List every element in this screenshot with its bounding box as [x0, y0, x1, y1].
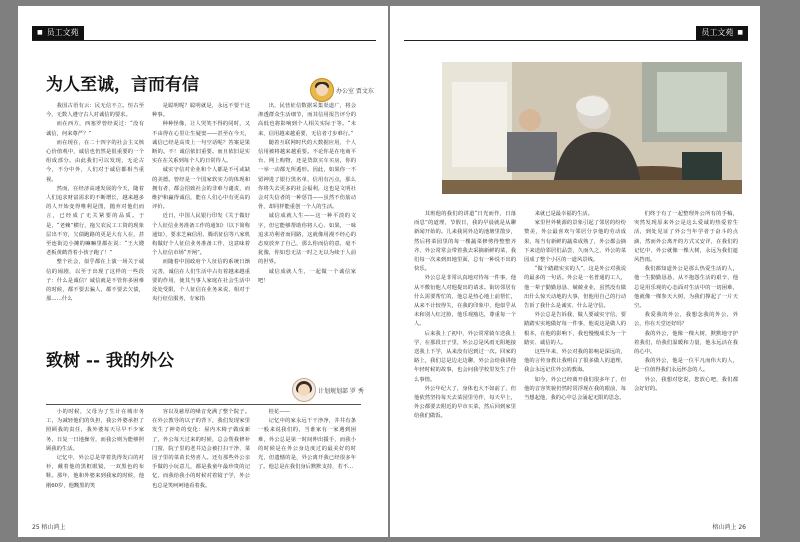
right-page	[390, 6, 760, 537]
book-icon: ■	[37, 29, 43, 36]
paragraph: 后来我上了初中，外公常常骑车送我上学，在那段日子里，外公总是风雨无阻地接送我上下学，从来没有迟到过一次。回家的路上，我们总是边走边聊，外公会给我讲他年轻时候的故事，也会问我学校里发生了什么事情。	[414, 330, 516, 383]
paragraph: 我国古语有云：民无信不立。恒古至今，无数人遵守古人对诚信的要求。	[46, 103, 144, 119]
section-label: 员工文苑	[701, 28, 734, 37]
left-page	[18, 6, 388, 537]
paragraph: 种种怪像，让人哭笑不得的同时，又不由得在心里让生疑窦——甚至在今天，诚信已经是高贵上一句空话呢？答案是果断的。不！诚信依旧重要。而且依旧是实实在在关系到每个人的日常待人。	[152, 121, 250, 165]
article-column-3	[634, 210, 738, 520]
article-column-2	[524, 210, 626, 520]
article-column-1	[46, 102, 144, 303]
paragraph: 诚实守信对企业和个人都是不可或缺的美德。曾经是一个国家软实力的体现和拥有者，都会招致社会的非难与谴责，而维护和赢得诚信，能在人们心中有更高的评价。	[152, 167, 250, 211]
author-avatar	[310, 78, 334, 102]
section-header-bar	[32, 26, 376, 41]
author-byline: 计划规划部 罗 秀	[318, 388, 364, 395]
paragraph: 诚信成就人生——这一种平淡的文字，但它能够帮助你将人心、如果，一味追求功利者而同路，这就像用漫不经心的态度放弃了自己，那么你而信的意，毫不犹豫，你如恐无法一时之无以为续于人前的世界。	[258, 213, 356, 266]
paragraph: 我的外公，他像一棵大树，默默地守护着我们，给我们温暖和力量，他永远活在我的心中。	[634, 330, 738, 356]
article-column-1	[46, 408, 144, 518]
paragraph: 这些年来，外公对我的影响是深远的，他的言传身教让我明白了很多做人的道理，我会永远记住外公的教诲。	[524, 349, 626, 374]
paragraph: 容以及慈厚的嗓音充满了整个院子。在外公教导的以子的背下，我们发现家里发生了神奇的变化：屋内木椅子做成新了，外公每天过来的时候，总会帮我修补门窗，院子里的老井边会被打扫干净，菜园子里的菜苗长势喜人。还有那些外公亲手做的小玩意儿，都是我童年最珍贵的记忆，而我给我小的时候对着镜子学，外公也总是笑呵呵地看着我。	[152, 409, 250, 489]
paragraph: 然而，在经济高速发展的今天，随着人们追求财富需求的不断增长，越来越多的人开始变得唯利是图，抛弃对他们而言，已经成了无关紧要的品质。于是，“老赖”横行，拖欠农民工工资的现象层出不穷，欠债跑路的更是大有人在，甚至连街边小摊的嘛嘛里都在说：“王大嫂老板黄鹤背着小孩子跑了！”	[46, 185, 144, 257]
paragraph: 外公总是非常认真地对待每一件事，他从不敷衍他人对他提出的请求。街坊邻居有什么需要帮忙的，他总是热心地上前帮忙，从来不计较得失，在我的印象中，他似乎从未和别人红过脸，他乐观豁达，尊重每一个人。	[414, 275, 516, 328]
paragraph: 是聪明呢？聪明就是，永远不要干这种事。	[152, 103, 250, 119]
article-column-2	[152, 408, 250, 518]
book-icon: ■	[737, 29, 743, 36]
paragraph: 整个社会，似乎都在上演一场关于诚信的闹剧，以至于出现了这样的一些段子：什么是诚信？诚信就是不管你多困难的时候，都不要去骗人，都不要去欠债，那……什么	[46, 259, 144, 303]
paragraph: 我们都知道外公是那么热爱生活的人，他一生勤勤恳恳，从不抱怨生活的艰辛，他总是用乐观的心态面对生活中的一切困难，他就像一棵参天大树，为我们撑起了一片天空。	[634, 266, 738, 310]
paragraph: 我的外公，他是一位平凡而伟大的人，是一位值得我们永远怀念的人。	[634, 358, 738, 374]
article-column-1	[414, 210, 516, 520]
page-number: 25 榕山鸿上	[32, 524, 66, 531]
section-tab	[32, 26, 84, 40]
paragraph: 近日，中国人民银行印发《关于做好个人征信业务准备工作的通知》（以下简称通知），要求芝麻信用、腾讯征信等八家机构做好个人征信业务准备工作，这意味着个人征信市场“开闸”。	[152, 213, 250, 257]
divider	[46, 404, 361, 405]
article-title: 为人至诚，言而有信	[46, 75, 199, 95]
paragraph: 外公，我想对您说，您放心吧，我们都会好好的。	[634, 376, 738, 392]
article-column-3	[258, 102, 356, 284]
author-avatar	[292, 378, 316, 402]
paragraph: 们终于有了一起整理外公所有的手稿，突然发现原来外公是这么爱诚的热爱着生活，到处见证了外公当年学者于奋斗的点滴，然而外公离开的方式又安详，在我们的记忆中，外公就像一棵大树，永远为我们遮风挡雨。	[634, 211, 738, 264]
elderly-man-photo	[442, 62, 742, 194]
paragraph: 小的时候，父母为了生计在城市务工，为减轻他们的负担，我公外婆承担了照顾我的责任，我外婆每天尽早不少家务，日复一日地操劳，而我公则为能够照顾我的生活。	[46, 409, 144, 452]
paragraph: 诚信成就人生，一起做一个诚信家吧！	[258, 268, 356, 284]
article-photo	[442, 62, 742, 194]
page-number: 榕山鸿上 26	[712, 524, 746, 531]
paragraph: 记忆中，外公总是穿着洗得发白的衬衫，戴着他的黑框眼镜，一双黑色的布鞋。那年，他和外婆来到我家的时候，他刚60岁，他黝黑的笑	[46, 455, 144, 489]
paragraph: 而随着中国政府个人征信的系统日渐完善，诚信在人们生活中占有着越来越重要的作用，使其当事人家庭在社会生活中处处受限，个人征信在业务来说，相对于央行征信服务，专家指	[152, 259, 250, 303]
paragraph: 外公总是告诉我，做人要诚实守信，要踏踏实实地做好每一件事，他说这是做人的根本，在他的影响下，我也慢慢成长为一个踏实、诚信的人。	[524, 312, 626, 346]
paragraph: 出，民营征信数据采集渠道广，将会渗透群众生活细节，而其信用报告评分的高低也将影响到个人相关实际于等。“未来，信用越来越重要，无信者寸步难行。”	[258, 103, 356, 137]
paragraph: 来就已是最幸福的生活。	[534, 211, 593, 217]
paragraph: 而在西方，西塞罗曾经说过：“没有诚信，何来尊严？”	[46, 121, 144, 137]
paragraph: 桂花——	[268, 409, 290, 415]
paragraph: 家里世外桃源的景象引起了邻居的纷纷赞美，外公最喜欢与邻居分享他的劳动成果，每当有新鲜的蔬菜成熟了，外公都会摘下来送给邻居们品尝，久而久之，外公的菜园成了整个小区的一道风景线。	[524, 220, 626, 264]
section-label: 员工文苑	[46, 28, 79, 37]
paragraph: 其班他的我们的讲道“日光而作，日落而息”的道理，节假日，我的早晨就是从聊新闻开始的。儿来我同外边的池塘里散步，然后将菜园里的每一棵蔬菜修剪得整整齐齐，外公常常会带着我去采摘新鲜的菜，我们每一次来到田地里面，总有一种说不出的快乐。	[414, 211, 516, 273]
section-tab	[696, 26, 748, 40]
paragraph: 如今，外公已经离开我们很多年了，但他的音容笑貌仍然时常浮现在我的眼前，每当想起他，我的心中总会涌起无限的思念。	[524, 376, 626, 402]
article-column-3	[258, 408, 356, 518]
paragraph: 而在现在，在二十四字的社会主义核心价值观中，诚信也仍然是很重要的一个组成部分。由此我们可以发现，无论古今，不分中外，人们对于诚信都相当重视。	[46, 139, 144, 183]
paragraph: 外公年纪大了，身体也大不如前了，但他依然坚持每天去菜园里劳作，每天早上，外公都要去附近的早市买菜，然后回到家里给我们做饭。	[414, 385, 516, 420]
article-title: 致树 -- 我的外公	[46, 351, 174, 371]
paragraph: 我爱我的外公，我想念我的外公，外公，你在天堂还好吗？	[634, 312, 738, 328]
paragraph: 随着互联网时代的大数据应用，个人信用被将越来越重要。不论你是在电商平台、网上购物，还是贷款买车买房，你的一举一动都无所遁形。因此，如果你一不留神进了银行黑名单，信用有污点，那么你将失去更多的社会福利，这也是文明社会对失信者的一种惩罚——虽然不伤筋动骨，却同样能重创一个人的生活。	[258, 139, 356, 211]
paragraph: 记忆中的家永远干干净净，井井有条一般来说我们的，当谁家有一家遇到困难，外公总是第一时间伸出援手，而我小的时候是在外公身边度过的最美好的时光，但遗憾的是，外公离开我已经很多年了。他总是在我们身后默默支持，若不...	[258, 418, 356, 471]
article-column-2	[152, 102, 250, 303]
paragraph: “做个踏踏实实的人”，这是外公对我说的最多的一句话。外公是一名普通的工人，他一辈子勤勤恳恳、兢兢业业，虽然没有做出什么惊天动地的大事，但他用自己的行动告诉了我什么是诚实、什么是守信。	[524, 266, 626, 310]
section-header-bar	[404, 26, 748, 41]
author-byline: 办公室 贾文东	[336, 88, 374, 95]
